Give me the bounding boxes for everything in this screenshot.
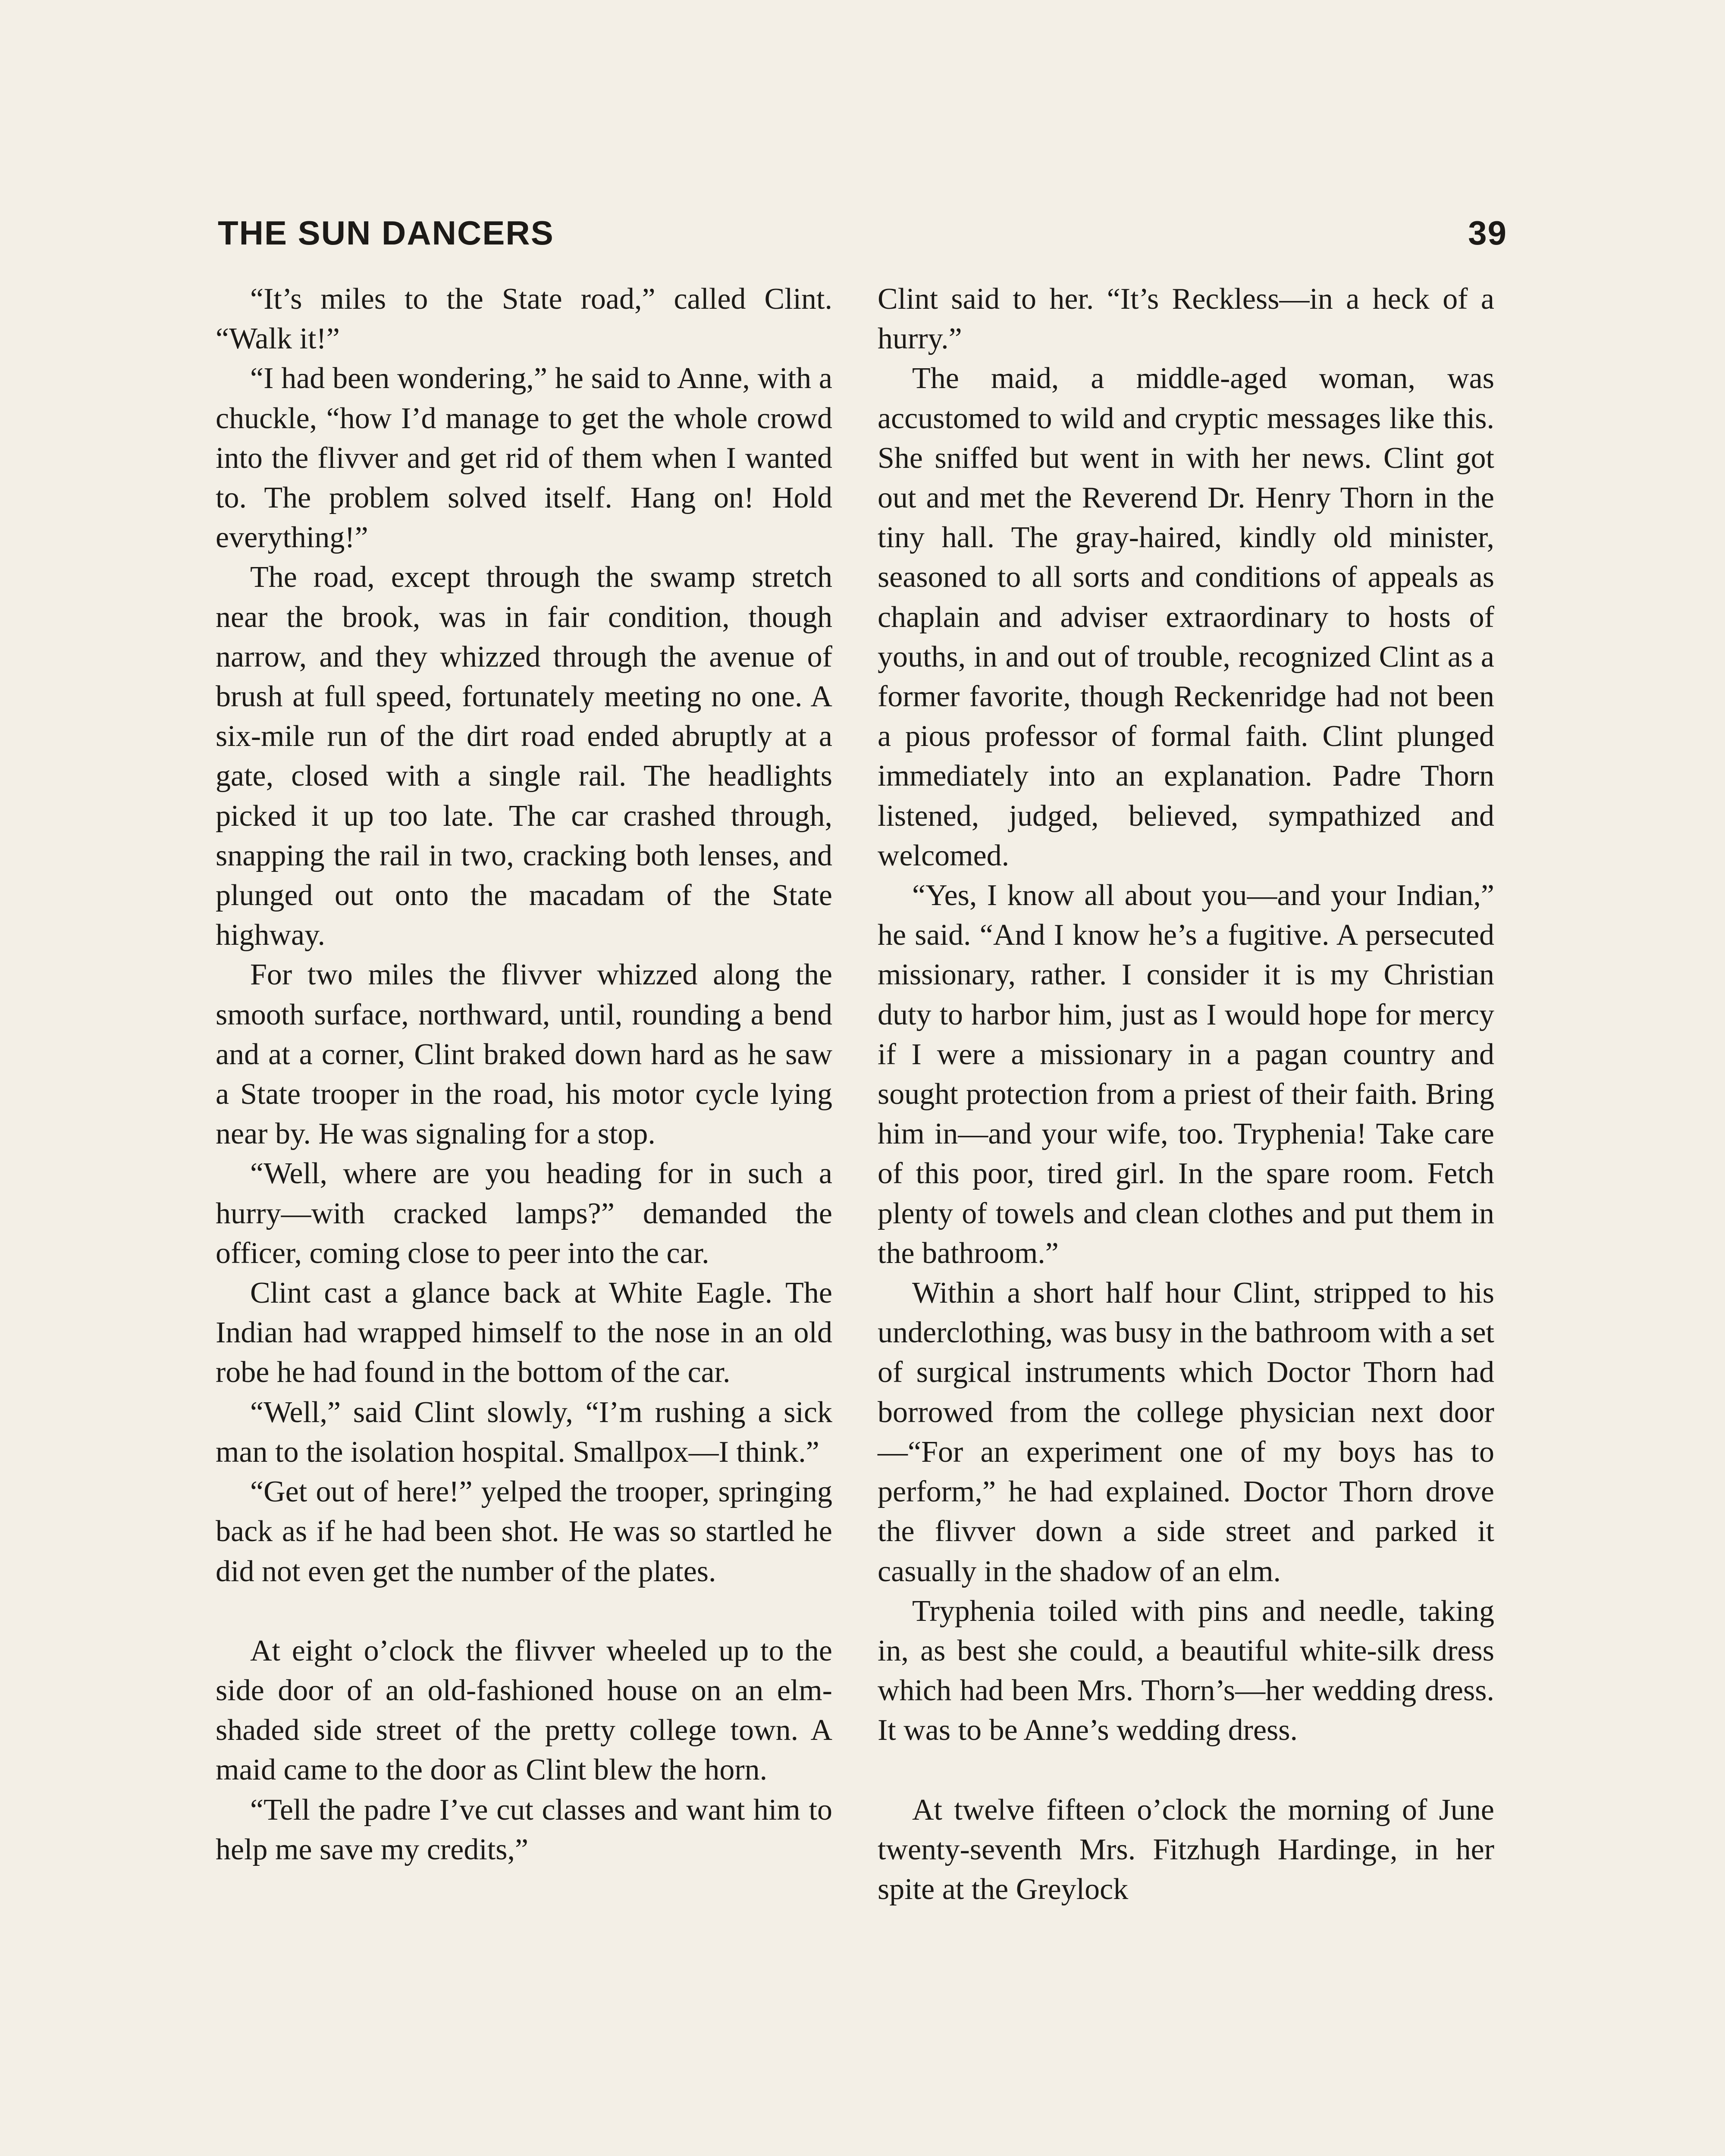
running-header [218,207,1507,259]
page-number: 39 [1468,213,1507,252]
paragraph: The maid, a middle-aged woman, was accustomed to wild and cryptic messages like this. She sniffed but went in with her news. Clint got out and met the Reverend Dr. Henry Thorn in the tiny hall. The gray-haired, kindly old minister, seasoned to all sorts and conditions of appeals as chaplain and adviser extraordinary to hosts of youths, in and out of trouble, recognized Clint as a former favorite, though Reckenridge had not been a pious professor of formal faith. Clint plunged immediately into an explanation. Padre Thorn listened, judged, believed, sympathized and welcomed. [878,362,1494,872]
paragraph: Within a short half hour Clint, stripped to his underclothing, was busy in the bathroom with a set of surgical instruments which Doctor Thorn had borrowed from the college physician next door—“For an experiment one of my boys has to perform,” he had explained. Doctor Thorn drove the flivver down a side street and parked it casually in the shadow of an elm. [878,1276,1494,1588]
paragraph: “Yes, I know all about you—and your Indian,” he said. “And I know he’s a fugitive. A persecuted missionary, rather. I consider it is my Christian duty to harbor him, just as I would hope for mercy if I were a missionary in a pagan country and sought protection from a priest of their faith. Bring him in—and your wife, too. Tryphenia! Take care of this poor, tired girl. In the spare room. Fetch plenty of towels and clean clothes and put them in the bathroom.” [878,879,1494,1270]
paragraph: Clint cast a glance back at White Eagle. The Indian had wrapped himself to the nose in an old robe he had found in the bottom of the car. [216,1276,832,1389]
left-column [216,279,832,1870]
paragraph: “Tell the padre I’ve cut classes and want him to help me save my credits,” [216,1793,832,1866]
paragraph: “Well,” said Clint slowly, “I’m rushing a sick man to the isolation hospital. Smallpox—I think.” [216,1395,832,1469]
paragraph: Clint said to her. “It’s Reckless—in a heck of a hurry.” [878,282,1494,356]
paragraph: “Get out of here!” yelped the trooper, springing back as if he had been shot. He was so startled he did not even get the number of the plates. [216,1475,832,1588]
paragraph: “Well, where are you heading for in such a hurry—with cracked lamps?” demanded the officer, coming close to peer into the car. [216,1157,832,1270]
paragraph: At twelve fifteen o’clock the morning of June twenty-seventh Mrs. Fitzhugh Hardinge, in her spite at the Greylock [878,1793,1494,1906]
paragraph: For two miles the flivver whizzed along the smooth surface, northward, until, rounding a bend and at a corner, Clint braked down hard as he saw a State trooper in the road, his motor cycle lying near by. He was signaling for a stop. [216,958,832,1151]
running-title: THE SUN DANCERS [218,213,554,252]
paragraph: “It’s miles to the State road,” called Clint. “Walk it!” [216,282,832,356]
paragraph: The road, except through the swamp stretch near the brook, was in fair condition, though narrow, and they whizzed through the avenue of brush at full speed, fortunately meeting no one. A six-mile run of the dirt road ended abruptly at a gate, closed with a single rail. The headlights picked it up too late. The car crashed through, snapping the rail in two, cracking both lenses, and plunged out onto the macadam of the State highway. [216,561,832,952]
paragraph: At eight o’clock the flivver wheeled up to the side door of an old-fashioned house on an elm-shaded side street of the pretty college town. A maid came to the door as Clint blew the horn. [216,1634,832,1787]
paragraph: Tryphenia toiled with pins and needle, taking in, as best she could, a beautiful white-silk dress which had been Mrs. Thorn’s—her wedding dress. It was to be Anne’s wedding dress. [878,1594,1494,1747]
right-column [878,279,1494,1909]
paragraph: “I had been wondering,” he said to Anne, with a chuckle, “how I’d manage to get the whole crowd into the flivver and get rid of them when I wanted to. The problem solved itself. Hang on! Hold everything!” [216,362,832,555]
